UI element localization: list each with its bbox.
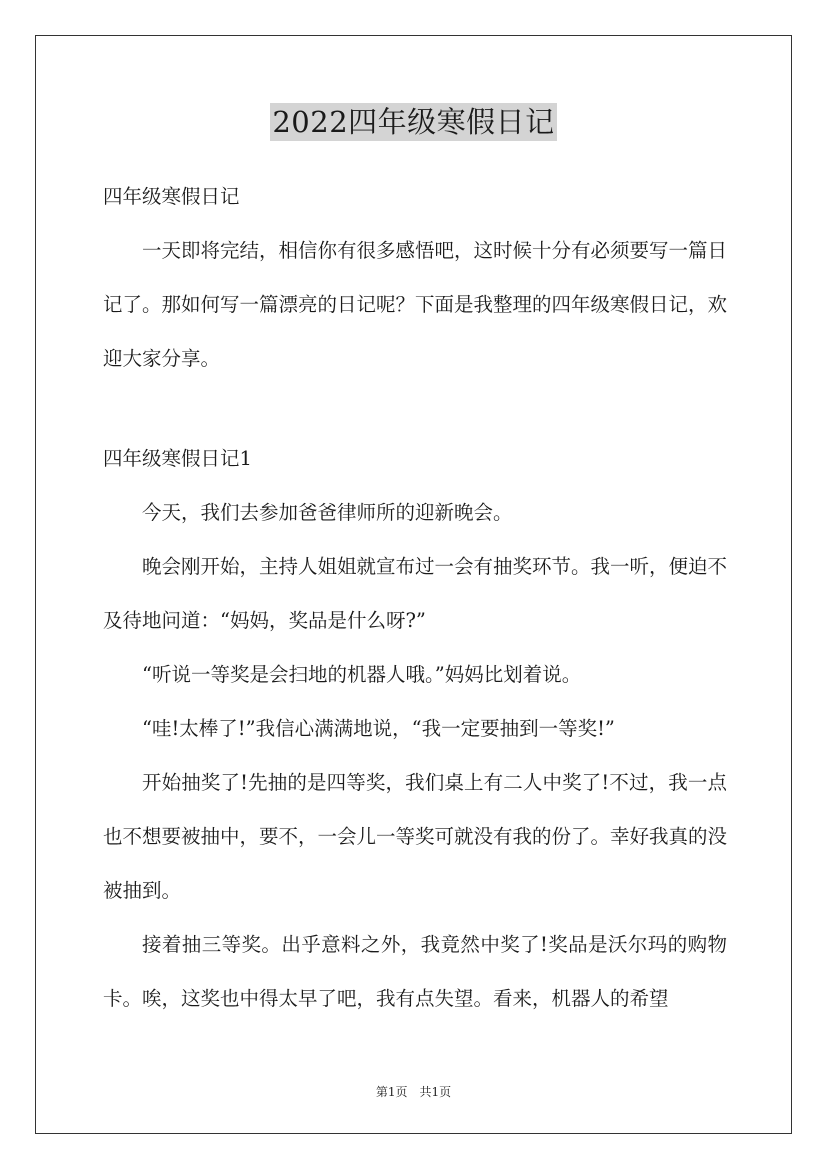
paragraph: 开始抽奖了!先抽的是四等奖，我们桌上有二人中奖了!不过，我一点也不想要被抽中，要不，一会儿一等奖可就没有我的份了。幸好我真的没被抽到。 (103, 771, 728, 902)
subtitle: 四年级寒假日记 (103, 185, 240, 208)
page-number-footer: 第1页 共1页 (375, 1085, 452, 1099)
paragraph: “听说一等奖是会扫地的机器人哦。”妈妈比划着说。 (142, 663, 582, 686)
paragraph: 今天，我们去参加爸爸律师所的迎新晚会。 (142, 501, 513, 524)
document-body (103, 170, 727, 1026)
intro-paragraph: 一天即将完结，相信你有很多感悟吧，这时候十分有必须要写一篇日记了。那如何写一篇漂亮的日记呢？下面是我整理的四年级寒假日记，欢迎大家分享。 (103, 239, 728, 370)
paragraph: 晚会刚开始，主持人姐姐就宣布过一会有抽奖环节。我一听，便迫不及待地问道：“妈妈，奖品是什么呀?” (103, 555, 728, 632)
document-title: 2022四年级寒假日记 (272, 105, 555, 139)
title-wrap (0, 103, 827, 141)
paragraph: “哇!太棒了!”我信心满满地说，“我一定要抽到一等奖!” (142, 717, 615, 740)
section-heading: 四年级寒假日记1 (103, 447, 252, 470)
paragraph: 接着抽三等奖。出乎意料之外，我竟然中奖了!奖品是沃尔玛的购物卡。唉，这奖也中得太早了吧，我有点失望。看来，机器人的希望 (103, 933, 727, 1010)
